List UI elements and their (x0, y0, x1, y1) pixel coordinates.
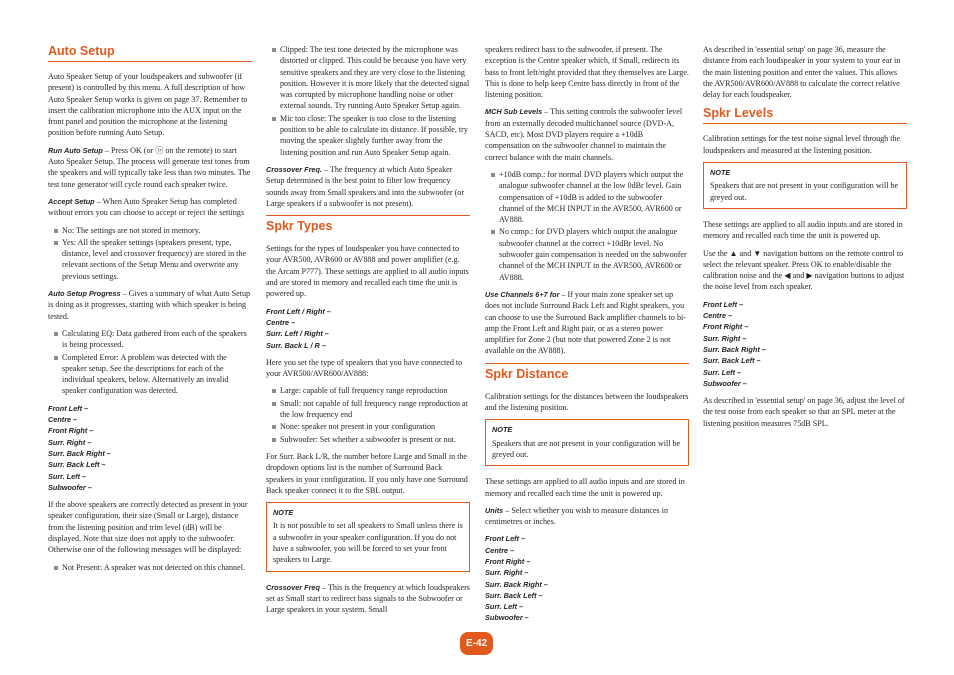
note-title: NOTE (273, 508, 294, 518)
speaker-item: Front Left – (48, 403, 89, 413)
accept-setup-para (48, 196, 252, 219)
speaker-item: Subwoofer – (703, 378, 747, 388)
note-box (266, 502, 470, 571)
speaker-item: Front Right – (485, 556, 531, 566)
progress-term: Auto Setup Progress (48, 289, 121, 299)
list-item: Mic too close: The speaker is too close to the listening position to be able to calculate its distance. If possible, try moving the speaker slightly further away from the listening position and run Auto Speaker Setup again. (266, 113, 470, 158)
column-4 (703, 44, 907, 435)
column-2 (266, 44, 470, 621)
run-auto-setup-para (48, 145, 252, 190)
speaker-item: Centre – (266, 317, 296, 327)
distance-measure-para: As described in 'essential setup' on page 36, measure the distance from each loudspeaker in your system to your ear in the main listening position and enter the values. This allows the AVR500/AVR600/AV888 to calculate the correct relative delay for each loudspeaker. (703, 45, 901, 100)
speaker-item: Subwoofer – (48, 482, 92, 492)
speaker-item: Surr. Back Right – (703, 344, 766, 354)
crossover2-term: Crossover Freq (266, 582, 320, 592)
use-channels-term: Use Channels 6+7 for (485, 289, 560, 299)
navigation-para: Use the ▲ and ▼ navigation buttons on the remote control to select the relevant speaker. Press OK to enable/disable the calibration noise and the ◀ and ▶ navigation buttons to adjust the noise level from each speaker. (703, 248, 905, 292)
list-item: Completed Error: A problem was detected with the speaker setup. See the descriptions for each of the individual speakers, below. Alternatively an invalid speaker configuration was detected. (48, 352, 252, 397)
speaker-item: Surr. Back Left – (703, 356, 761, 366)
auto-setup-intro: Auto Speaker Setup of your loudspeakers and subwoofer (if present) is controlled by this menu. A full description of how Auto Speaker Setup works is given on page 37. Remember to insert the calibration microphone into the AUX input on the front panel and position the microphone at the listening position before running Auto Setup. (48, 72, 248, 138)
surr-back-para: For Surr. Back L/R, the number before Large and Small in the dropdown options list is the number of Surround Back speakers in your configuration. If you only have one Surround Back speaker connect it to the SBL output. (266, 451, 468, 495)
column-3 (485, 44, 689, 630)
list-item: No comp.: for DVD players which output the analogue subwoofer channel at the correct +10dBr level. No subwoofer gain compensation is needed on the subwoofer channel of the MCH INPUT in the AVR500, AVR600 or AV888. (485, 226, 689, 282)
list-item: None: speaker not present in your configuration (266, 421, 470, 432)
crossover-text: – The frequency at which Auto Speaker Setup determined is the best point to filter low frequency sounds away from Small speakers and into the subwoofer (or Large speakers if a subwoofer is not present). (266, 164, 465, 208)
speaker-item: Surr. Back Right – (48, 448, 111, 458)
accept-setup-list (48, 225, 252, 282)
mch-text: – This setting controls the subwoofer level from an externally decoded multichannel source (DVD-A, SACD, etc). Most DVD players require a +10dB compensation on the subwoofer channel to maintain the correct balance with the main channels. (485, 107, 683, 162)
note-title: NOTE (492, 425, 513, 435)
spkr-types-intro: Settings for the types of loudspeaker you have connected to your AVR500, AVR600 or AV888 and power amplifier (e.g. the Arcam P777). These settings are applied to all audio inputs and are stored in memory and recalled each time the unit is powered up. (266, 244, 469, 299)
list-item: Small: not capable of full frequency range reproduction at the low frequency end (266, 398, 470, 421)
speaker-item: Surr. Left – (48, 471, 87, 481)
spl-adjust-para: As described in 'essential setup' on page 36, adjust the level of the test noise from each speaker so that an SPL meter at the listening position measures 75dB SPL. (703, 396, 905, 428)
speaker-list (485, 533, 689, 623)
spkr-levels-heading: Spkr Levels (703, 106, 907, 124)
mch-options-list (485, 169, 689, 283)
accept-setup-term: Accept Setup (48, 196, 95, 206)
column-1 (48, 44, 252, 579)
list-item: No: The settings are not stored in memory. (48, 225, 252, 236)
auto-setup-progress-para (48, 288, 252, 322)
list-item: Large: capable of full frequency range reproduction (266, 385, 470, 396)
speaker-item: Front Right – (48, 426, 94, 436)
status-list (48, 562, 252, 573)
note-text: Speakers that are not present in your configuration will be greyed out. (710, 181, 899, 202)
speaker-type-terms (266, 306, 470, 351)
speaker-list (703, 299, 907, 389)
list-item: Subwoofer: Set whether a subwoofer is present or not. (266, 434, 470, 445)
run-auto-setup-text: – Press OK (or ⓞ on the remote) to start Auto Speaker Setup. The process will generate test tones from the speakers and will typically take less than two minutes. The test tone generator will cycle round each speaker twice. (48, 145, 251, 189)
list-item: Not Present: A speaker was not detected on this channel. (48, 562, 252, 573)
speaker-item: Centre – (485, 545, 515, 555)
note-box (485, 419, 689, 466)
mch-term: MCH Sub Levels (485, 107, 543, 117)
units-text: – Select whether you wish to measure distances in centimetres or inches. (485, 505, 669, 527)
type-options-list (266, 385, 470, 444)
speaker-item: Front Left / Right – (266, 306, 331, 316)
progress-list (48, 328, 252, 397)
spkr-distance-intro: Calibration settings for the distances between the loudspeakers and the listening position. (485, 391, 689, 413)
note-text: Speakers that are not present in your configuration will be greyed out. (492, 438, 681, 459)
crossover-term: Crossover Freq. (266, 164, 322, 174)
bass-redirect-para: speakers redirect bass to the subwoofer, if present. The exception is the Centre speaker which, if Small, redirects its bass to front left/right provided that they themselves are Large. This is done to help keep Centre bass directly in front of the listening position. (485, 45, 689, 100)
mch-sub-levels-para (485, 106, 689, 162)
speaker-item: Front Left – (485, 534, 526, 544)
speaker-item: Surr. Left – (703, 367, 742, 377)
speaker-item: Surr. Left / Right – (266, 329, 329, 339)
auto-setup-heading: Auto Setup (48, 44, 252, 62)
page-number-badge: E-42 (460, 632, 493, 655)
crossover2-text: – This is the frequency at which loudspeakers set as Small start to redirect bass signals to the Subwoofer or Large speakers in your system. Small (266, 582, 470, 615)
spkr-distance-heading: Spkr Distance (485, 363, 689, 384)
list-item: Clipped: The test tone detected by the microphone was distorted or clipped. This could be because you have very sensitive speakers and they are very close to the listening position. However it is more likely that the detected signal was corrupted by microphone handling noise or other external sounds. Try running Auto Speaker Setup again. (266, 44, 470, 112)
speaker-item: Surr. Back L / R – (266, 340, 326, 350)
speaker-item: Front Left – (703, 299, 744, 309)
speaker-item: Surr. Back Left – (48, 460, 106, 470)
progress-text: – Gives a summary of what Auto Setup is doing as it progresses, starting with which speaker is being tested. (48, 289, 251, 321)
list-item: Yes: All the speaker settings (speakers present, type, distance, level and crossover frequency) are stored in the relevant sections of the Setup Menu and overwrite any previous settings. (48, 237, 252, 282)
spkr-levels-intro: Calibration settings for the test noise signal level through the loudspeakers and measured at the listening position. (703, 134, 901, 155)
speaker-item: Centre – (48, 415, 78, 425)
levels-applied-para: These settings are applied to all audio inputs and are stored in memory and recalled each time the unit is powered up. (703, 219, 903, 241)
list-item: Calculating EQ: Data gathered from each of the speakers is being processed. (48, 328, 252, 351)
speaker-item: Surr. Left – (485, 602, 524, 612)
spkr-types-heading: Spkr Types (266, 215, 470, 236)
speaker-item: Centre – (703, 311, 733, 321)
speaker-item: Subwoofer – (485, 613, 529, 623)
speaker-item: Surr. Back Left – (485, 590, 543, 600)
types-choose-para: Here you set the type of speakers that you have connected to your AVR500/AVR600/AV888: (266, 357, 463, 379)
speaker-item: Surr. Back Right – (485, 579, 548, 589)
speaker-item: Surr. Right – (485, 568, 529, 578)
use-channels-text: – If your main zone speaker set up does not include Surround Back Left and Right speakers, you can choose to use the Surround Back amplifier channels to bi-amp the Front Left and Right pair, or as a stereo power amplifier for Zone 2 (but note that powered Zone 2 is not available on the AV888). (485, 289, 686, 356)
note-box (703, 162, 907, 209)
list-item: +10dB comp.: for normal DVD players which output the analogue subwoofer channel at the low 0dBr level. Gain compensation of +10dB is added to the subwoofer channel of the MCH INPUT in the AVR500, AVR600 or AV888. (485, 169, 689, 225)
use-channels-para (485, 289, 689, 357)
crossover-freq-2-para (266, 582, 470, 616)
units-term: Units (485, 505, 504, 515)
run-auto-setup-term: Run Auto Setup (48, 145, 103, 155)
speaker-list (48, 403, 252, 493)
accept-setup-text: – When Auto Speaker Setup has completed without errors you can choose to accept or reject the settings (48, 196, 244, 218)
speaker-item: Front Right – (703, 322, 749, 332)
distance-applied-para: These settings are applied to all audio inputs and are stored in memory and recalled each time the unit is powered up. (485, 477, 685, 498)
crossover-freq-para (266, 164, 470, 209)
note-text: It is not possible to set all speakers to Small unless there is a subwoofer in your speaker configuration. If you do not have a subwoofer, you will be forced to set your front speakers to Large. (273, 521, 463, 565)
status-list-continued (266, 44, 470, 158)
speaker-detect-para: If the above speakers are correctly detected as present in your speaker configuration, their size (Small or Large), distance from the listening position and trim level (dB) will be displayed. Note that size does not apply to the subwoofer. Otherwise one of the following messages will be displayed: (48, 500, 248, 555)
units-para (485, 505, 689, 528)
note-title: NOTE (710, 168, 731, 178)
speaker-item: Surr. Right – (48, 437, 92, 447)
speaker-item: Surr. Right – (703, 333, 747, 343)
